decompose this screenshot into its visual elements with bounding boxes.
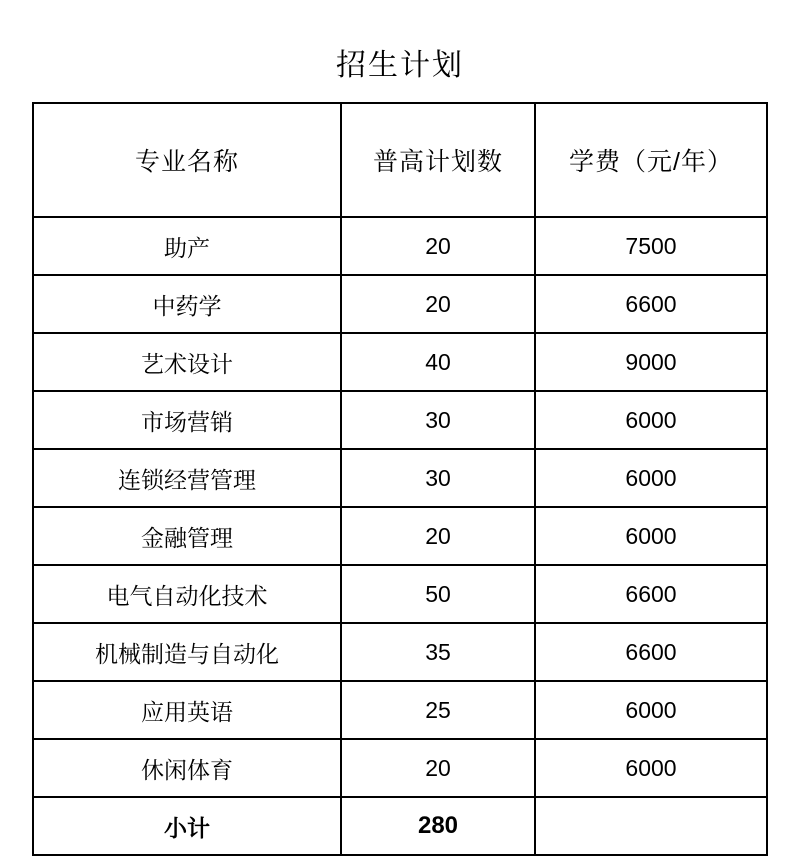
cell-fee: 7500: [535, 217, 767, 275]
column-header-major: 专业名称: [33, 103, 341, 217]
table-header: [33, 103, 767, 217]
cell-fee: 6000: [535, 391, 767, 449]
enrollment-plan-table: [32, 102, 768, 856]
table-row: [33, 565, 767, 623]
table-row: [33, 623, 767, 681]
cell-fee: 6600: [535, 565, 767, 623]
cell-plan: 50: [341, 565, 535, 623]
table-header-row: [33, 103, 767, 217]
table-row: [33, 275, 767, 333]
cell-plan: 30: [341, 391, 535, 449]
column-header-plan: 普高计划数: [341, 103, 535, 217]
cell-plan: 40: [341, 333, 535, 391]
table-row: [33, 739, 767, 797]
cell-plan: 20: [341, 507, 535, 565]
table-row: [33, 681, 767, 739]
cell-fee: 6000: [535, 449, 767, 507]
cell-total-fee: [535, 797, 767, 855]
cell-fee: 6600: [535, 275, 767, 333]
cell-fee: 6000: [535, 507, 767, 565]
page-title: 招生计划: [336, 49, 464, 82]
cell-major: 金融管理: [33, 507, 341, 565]
cell-major: 应用英语: [33, 681, 341, 739]
cell-fee: 6600: [535, 623, 767, 681]
cell-major: 市场营销: [33, 391, 341, 449]
table-body: [33, 217, 767, 855]
cell-major: 休闲体育: [33, 739, 341, 797]
table-row: [33, 217, 767, 275]
cell-fee: 9000: [535, 333, 767, 391]
table-row: [33, 507, 767, 565]
cell-fee: 6000: [535, 739, 767, 797]
cell-total-plan: 280: [341, 797, 535, 855]
cell-major: 中药学: [33, 275, 341, 333]
table-total-row: [33, 797, 767, 855]
table-row: [33, 391, 767, 449]
cell-plan: 30: [341, 449, 535, 507]
cell-major: 电气自动化技术: [33, 565, 341, 623]
cell-plan: 25: [341, 681, 535, 739]
cell-plan: 20: [341, 217, 535, 275]
cell-major: 艺术设计: [33, 333, 341, 391]
cell-plan: 20: [341, 739, 535, 797]
table-row: [33, 333, 767, 391]
cell-plan: 20: [341, 275, 535, 333]
cell-plan: 35: [341, 623, 535, 681]
table-row: [33, 449, 767, 507]
cell-major: 机械制造与自动化: [33, 623, 341, 681]
column-header-fee: 学费（元/年）: [535, 103, 767, 217]
cell-total-label: 小计: [33, 797, 341, 855]
cell-fee: 6000: [535, 681, 767, 739]
cell-major: 连锁经营管理: [33, 449, 341, 507]
cell-major: 助产: [33, 217, 341, 275]
